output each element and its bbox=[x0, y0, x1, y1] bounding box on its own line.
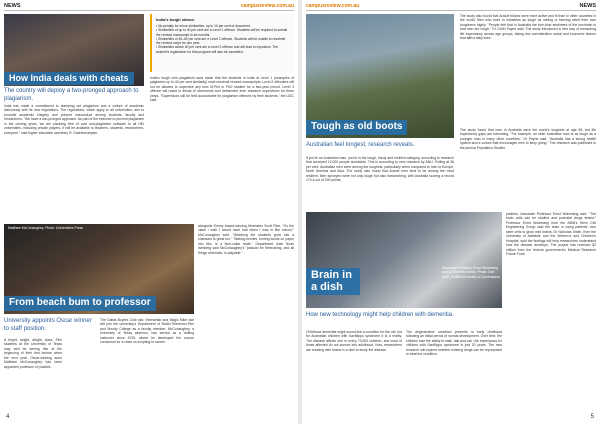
info-box-title: India's tough stance bbox=[156, 17, 195, 22]
article-column bbox=[306, 156, 454, 206]
left-page bbox=[0, 0, 298, 424]
body-text: The Dallas Buyers Club star, Interstellar and Magic Mike star will join the university's Department of Radio-Television-Film and Moody College as a faculty member. McConaughey, a University of Texas alumnus, has served as a visiting instructor since 2015, where he developed the course curriculum for a class on scripting to screen. bbox=[100, 318, 194, 345]
article-column bbox=[198, 224, 294, 410]
article-column bbox=[460, 14, 596, 124]
page-header bbox=[4, 2, 294, 11]
article-column bbox=[306, 330, 402, 410]
body-text: If you're an Australian man, you're in the tough, hardy and resilient category, according to research that surveyed 12,000 people worldwide. This is according to new research by ANU. Polling at 36 per cent, Australian men were among the toughest, particularly when compared to men in Europe, North America and Asia. The study also found that Aussie men tend to be among the most resilient. Men surveyed were not only tough but also hardworking, with Australia scoring a record 174.4 out of 200 points. bbox=[306, 156, 454, 183]
article-column bbox=[4, 338, 62, 408]
body-text: The study also found that Aussie blokes were more active and fit than in other countries in the world. Men who work in industries as tough as mining or farming rated their own toughness highly. "People feel that in Australia the true-blue sentiment of the bushman is that men are tough," Dr Collin Payne said. The study introduced a new way of measuring life expectancy across age groups, taking into consideration social and economic factors that affect daily lives. bbox=[460, 14, 596, 41]
body-text: India's tough new plagiarism laws mean that the students in India at Level 1 (examples of plagiarism up to 40 per cent similarity) must resubmit revised manuscripts. Level 2 offenders will not be allowed to supervise any new M.Phil or PhD student for a two-year period. Level 3 offence will result in denial of increments and debarment from research supervision for three years. "Supervisors will be held accountable for plagiarism offences by their students," the UGC said. bbox=[150, 76, 294, 103]
info-box bbox=[150, 14, 294, 72]
list-item: • Similarities of 40–60 per cent are a Level 2 offence. Students will be unable to resubmit the revised script for one year. bbox=[156, 36, 286, 46]
site-url: campusreview.com.au bbox=[240, 3, 294, 9]
body-text: alongside Emmy Award-winning filmmaker Scott Rice. "It's the class I wish I would have had when I was in film school," McConaughey said. "Watching the students grow into a character is great fun." "Making movies, turning words on paper into film, is a blue-collar trade." Department chair Noah Isenberg said McConaughey's "passion for filmmaking, and all things cinematic, is palpable." bbox=[198, 224, 294, 255]
photo-credit: Matthew McConaughey. Photo: Universities Press bbox=[8, 226, 84, 230]
site-url: campusreview.com.au bbox=[306, 3, 360, 9]
story-headline: From beach bum to professor bbox=[4, 296, 156, 311]
photo-caption: Associate Professor Ernst Wolvetang and Dr Dominic Marks. Photo: Dan Hunt, Griffith/University of Queensland bbox=[442, 266, 500, 279]
section-label: NEWS bbox=[579, 3, 596, 9]
article-column bbox=[100, 318, 194, 410]
info-box-list bbox=[156, 24, 290, 54]
body-text: patients, Associate Professor Ernst Wolvetang said. "The brain cells can be studied and potential drugs tested." Professor Ernst Wolvetang from the AIBN's Stem Cell Engineering Group said the team is using patients' own stem cells to grow mini brains. Dr Nicholas Smith, from the University of Adelaide and the Women's and Children's Hospital, said the findings will help researchers understand how the disease develops. The project has received $2 million from the federal government's Medical Research Future Fund. bbox=[506, 212, 596, 257]
body-text: The study found that men in Australia were the world's toughest at age 65, but life expectancy gaps are narrowing. "For example, an older Australian man is as tough as a younger man in many other countries," Dr Payne said. "Australia has a strong health system and a culture that encourages men to keep going." The research was published in the journal Population Studies. bbox=[460, 128, 596, 150]
story-headline: How India deals with cheats bbox=[4, 72, 134, 85]
body-text: The degenerative condition presents in early childhood following an initial period of normal development. Over time, the children lose the ability to walk, talk and eat. Life expectancy for children with Sanfilippo syndrome is just 20 years. The new research will explore whether existing drugs can be repurposed to treat the condition. bbox=[406, 330, 502, 357]
story-headline: Brain in a dish bbox=[306, 268, 360, 295]
standfirst: Australian feel longest, research reveals. bbox=[306, 142, 415, 148]
article-column bbox=[406, 330, 502, 410]
standfirst: The country will deploy a two-pronged approach to plagiarism. bbox=[4, 88, 139, 102]
list-item: • No penalty for minor similarities, up to 10 per cent of document. bbox=[156, 24, 251, 28]
list-item: • Similarities above 60 per cent are a Level 3 offence and will lead to expulsion. The student's registration for that program will also be cancelled. bbox=[156, 45, 278, 54]
article-column bbox=[460, 128, 596, 206]
article-column bbox=[506, 212, 596, 410]
page-number: 4 bbox=[6, 414, 10, 420]
body-text: Childhood dementia might sound like a condition for the old, but for Australian children with Sanfilippo syndrome it is a reality. The disease affects one in every 70,000 children, and most of those affected do not survive into adulthood. Now, researchers are creating mini brains in a dish to study the disease. bbox=[306, 330, 402, 352]
list-item: • Similarities of up to 40 per cent are a Level 1 offence. Students will be required to submit the revised manuscript in six months. bbox=[156, 28, 288, 37]
right-page bbox=[302, 0, 600, 424]
story-headline: Tough as old boots bbox=[306, 120, 407, 135]
article-column bbox=[4, 104, 144, 214]
section-label: NEWS bbox=[4, 3, 21, 9]
body-text: A bright, alright, alright, class. Film students at the University of Texas may well be seeing this at the beginning of their first lecture when the next year. Oscar-winning actor Matthew McConaughey has been appointed professor of practice. bbox=[4, 338, 62, 369]
article-column bbox=[150, 76, 294, 214]
page-header bbox=[306, 2, 596, 11]
standfirst: How new technology might help children with dementia. bbox=[306, 312, 454, 318]
standfirst: University appoints Oscar winner to staff position. bbox=[4, 318, 92, 332]
body-text: India has made a commitment to stamping out plagiarism and a culture of academic dishonesty with its new regulations. The regulations, which apply to all universities, aim to promote academic integrity and prevent misconduct among students, faculty and researchers. "We have a two-pronged approach. As part of the exercise to prevent plagiarism in the coming years, we are planning free of cost anti-plagiarism software to all HEI universities, including private players. It will be available to teachers, students, researchers, everyone." said higher education secretary R. Subrahmanyam. bbox=[4, 104, 144, 135]
page-number: 5 bbox=[590, 414, 594, 420]
